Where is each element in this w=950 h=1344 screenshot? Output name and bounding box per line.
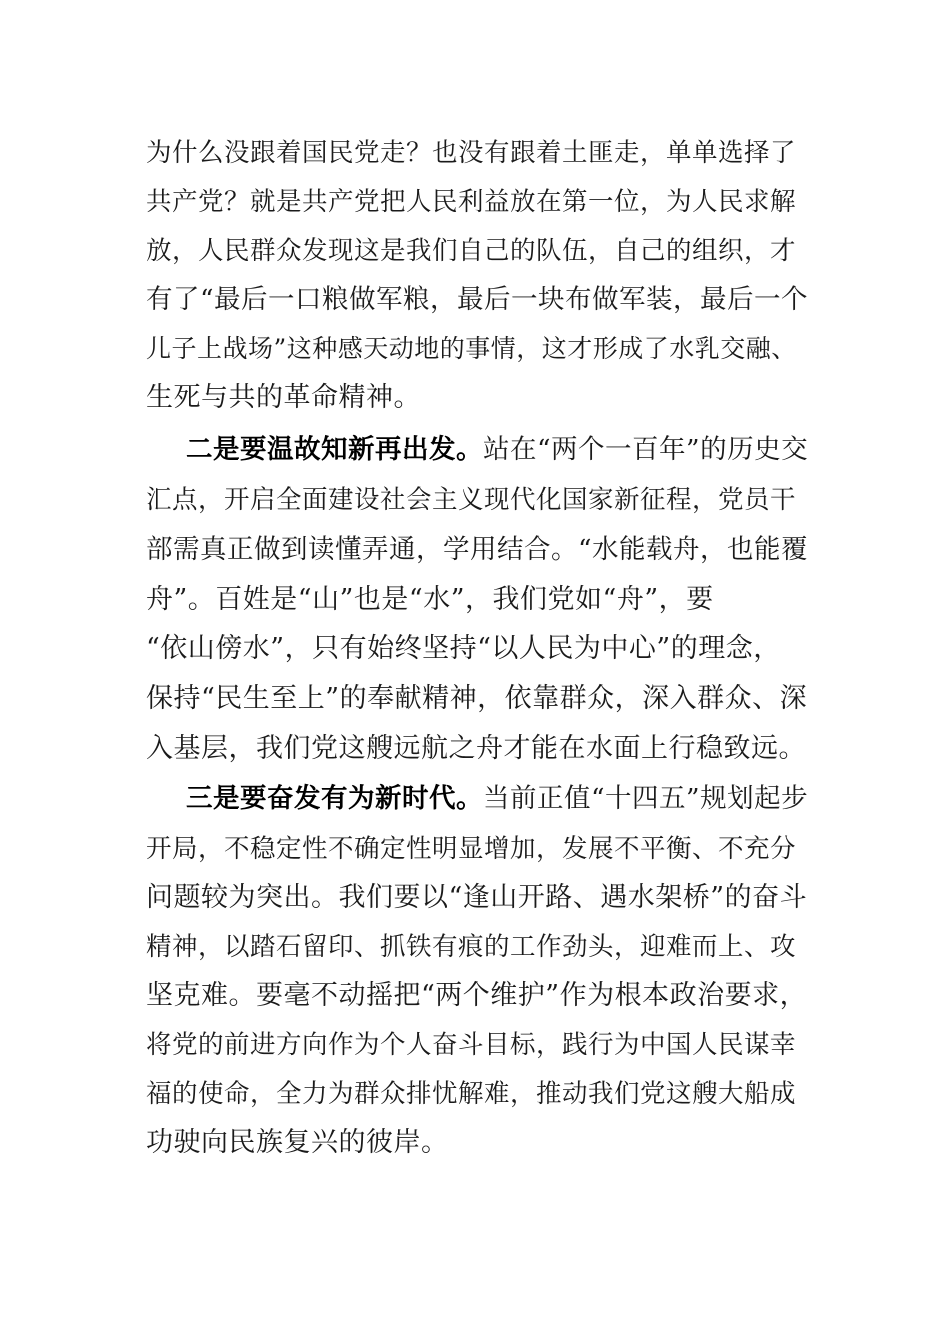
paragraph-heading: 二是要温故知新再出发。 [186, 434, 483, 465]
text-line: 放，人民群众发现这是我们自己的队伍，自己的组织，才 [146, 236, 797, 266]
text-line: 开局，不稳定性不确定性明显增加，发展不平衡、不充分 [146, 834, 797, 864]
text-line: 坚克难。要毫不动摇把“两个维护”作为根本政治要求， [146, 980, 808, 1011]
text-line: 生死与共的革命精神。 [146, 382, 421, 413]
text-line: 儿子上战场”这种感天动地的事情，这才形成了水乳交融、 [146, 334, 797, 363]
text-line: 福的使命，全力为群众排忧解难，推动我们党这艘大船成 [146, 1079, 797, 1109]
text-line: 舟”。百姓是“山”也是“水”，我们党如“舟”，要 [146, 584, 714, 615]
text-line: 保持“民生至上”的奉献精神，依靠群众，深入群众、深 [146, 683, 808, 714]
paragraph-heading: 三是要奋发有为新时代。 [186, 783, 483, 814]
text-line: 问题较为突出。我们要以“逢山开路、遇水架桥”的奋斗 [146, 882, 808, 913]
text-line: 精神，以踏石留印、抓铁有痕的工作劲头，迎难而上、攻 [146, 932, 797, 962]
paragraph-first-line [186, 433, 808, 467]
text-line: 将党的前进方向作为个人奋斗目标，践行为中国人民谋幸 [146, 1030, 797, 1060]
text-line: 入基层，我们党这艘远航之舟才能在水面上行稳致远。 [146, 733, 806, 764]
text-line: 有了“最后一口粮做军粮，最后一块布做军装，最后一个 [146, 284, 809, 315]
paragraph-text: 当前正值“十四五”规划起步 [483, 783, 809, 814]
text-line: 功驶向民族复兴的彼岸。 [146, 1127, 449, 1158]
text-line: 汇点，开启全面建设社会主义现代化国家新征程，党员干 [146, 485, 797, 515]
text-line: 为什么没跟着国民党走？也没有跟着土匪走，单单选择了 [146, 138, 797, 168]
paragraph-first-line [186, 782, 808, 816]
text-line: 部需真正做到读懂弄通，学用结合。“水能载舟，也能覆 [146, 534, 809, 565]
text-line: “依山傍水”，只有始终坚持“以人民为中心”的理念， [146, 633, 781, 664]
text-line: 共产党？就是共产党把人民利益放在第一位，为人民求解 [146, 187, 797, 217]
paragraph-text: 站在“两个一百年”的历史交 [483, 434, 809, 465]
